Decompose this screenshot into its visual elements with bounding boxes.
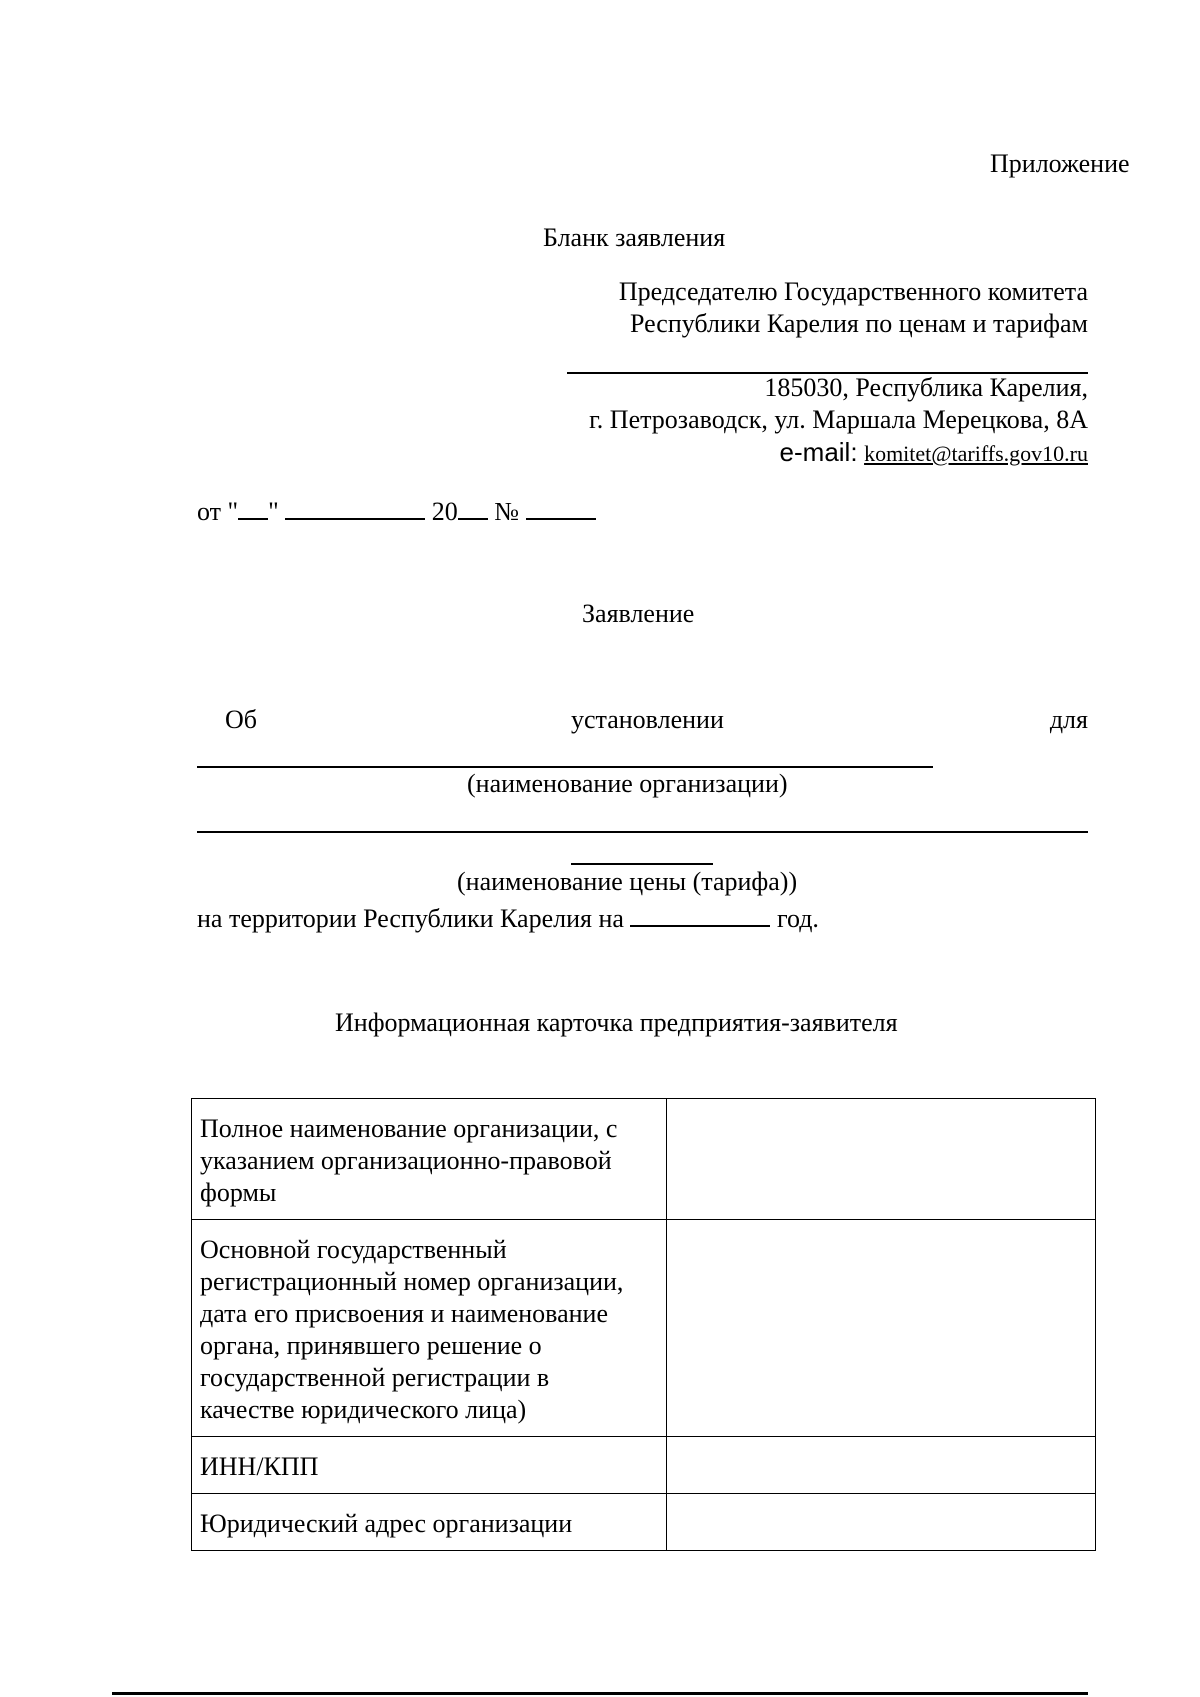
number-blank[interactable] xyxy=(526,492,596,520)
statement-word-for: для xyxy=(1049,705,1088,734)
year-prefix: 20 xyxy=(431,497,458,526)
address-line-2: г. Петрозаводск, ул. Маршала Мерецкова, 8А xyxy=(589,405,1088,434)
label-line: качестве юридического лица) xyxy=(200,1395,527,1424)
statement-word-ob: Об xyxy=(225,705,258,734)
year-blank[interactable] xyxy=(458,492,488,520)
statement-title: Заявление xyxy=(582,599,695,628)
label-line: Полное наименование организации, с xyxy=(200,1114,618,1143)
label-line: Основной государственный xyxy=(200,1235,507,1264)
page-bottom-rule xyxy=(112,1692,1088,1695)
year-of-tariff-blank[interactable] xyxy=(630,899,770,927)
territory-prefix: на территории Республики Карелия на xyxy=(197,904,624,933)
info-card-table xyxy=(191,1098,1096,1551)
card-value-ogrn[interactable] xyxy=(667,1220,1096,1437)
card-label-legal-address xyxy=(192,1494,667,1551)
card-title: Информационная карточка предприятия-заявителя xyxy=(335,1008,898,1037)
date-number-line xyxy=(197,492,596,528)
number-sign: № xyxy=(494,497,520,526)
territory-suffix: год. xyxy=(776,904,819,933)
territory-line xyxy=(197,899,819,935)
table-row xyxy=(192,1220,1096,1437)
addressee-line-2: Республики Карелия по ценам и тарифам xyxy=(629,309,1088,338)
label-line: Юридический адрес организации xyxy=(200,1509,573,1538)
tariff-name-blank-2[interactable] xyxy=(571,863,713,865)
address-line-1: 185030, Республика Карелия, xyxy=(764,373,1088,402)
table-row xyxy=(192,1494,1096,1551)
email-label: e-mail: xyxy=(779,437,858,467)
label-line: формы xyxy=(200,1178,277,1207)
org-name-caption: (наименование организации) xyxy=(467,769,788,798)
label-line: регистрационный номер организации, xyxy=(200,1267,624,1296)
appendix-label: Приложение xyxy=(990,149,1130,178)
day-blank[interactable] xyxy=(238,492,268,520)
card-label-full-name xyxy=(192,1099,667,1220)
email-link[interactable]: komitet@tariffs.gov10.ru xyxy=(864,441,1088,466)
label-line: государственной регистрации в xyxy=(200,1363,550,1392)
card-value-inn-kpp[interactable] xyxy=(667,1437,1096,1494)
label-line: указанием организационно-правовой xyxy=(200,1146,612,1175)
label-line: ИНН/КПП xyxy=(200,1452,319,1481)
table-row xyxy=(192,1099,1096,1220)
label-line: органа, принявшего решение о xyxy=(200,1331,542,1360)
card-label-inn-kpp xyxy=(192,1437,667,1494)
addressee-line-1: Председателю Государственного комитета xyxy=(618,277,1088,306)
card-value-legal-address[interactable] xyxy=(667,1494,1096,1551)
form-title: Бланк заявления xyxy=(543,223,726,252)
email-line xyxy=(780,436,1088,470)
card-value-full-name[interactable] xyxy=(667,1099,1096,1220)
card-label-ogrn xyxy=(192,1220,667,1437)
statement-word-setting: установлении xyxy=(571,705,724,734)
tariff-name-caption: (наименование цены (тарифа)) xyxy=(457,867,798,896)
label-line: дата его присвоения и наименование xyxy=(200,1299,609,1328)
date-prefix: от " xyxy=(197,497,239,526)
tariff-name-blank-1[interactable] xyxy=(197,831,1088,833)
month-blank[interactable] xyxy=(285,492,425,520)
quote-close: " xyxy=(268,497,279,526)
table-row xyxy=(192,1437,1096,1494)
